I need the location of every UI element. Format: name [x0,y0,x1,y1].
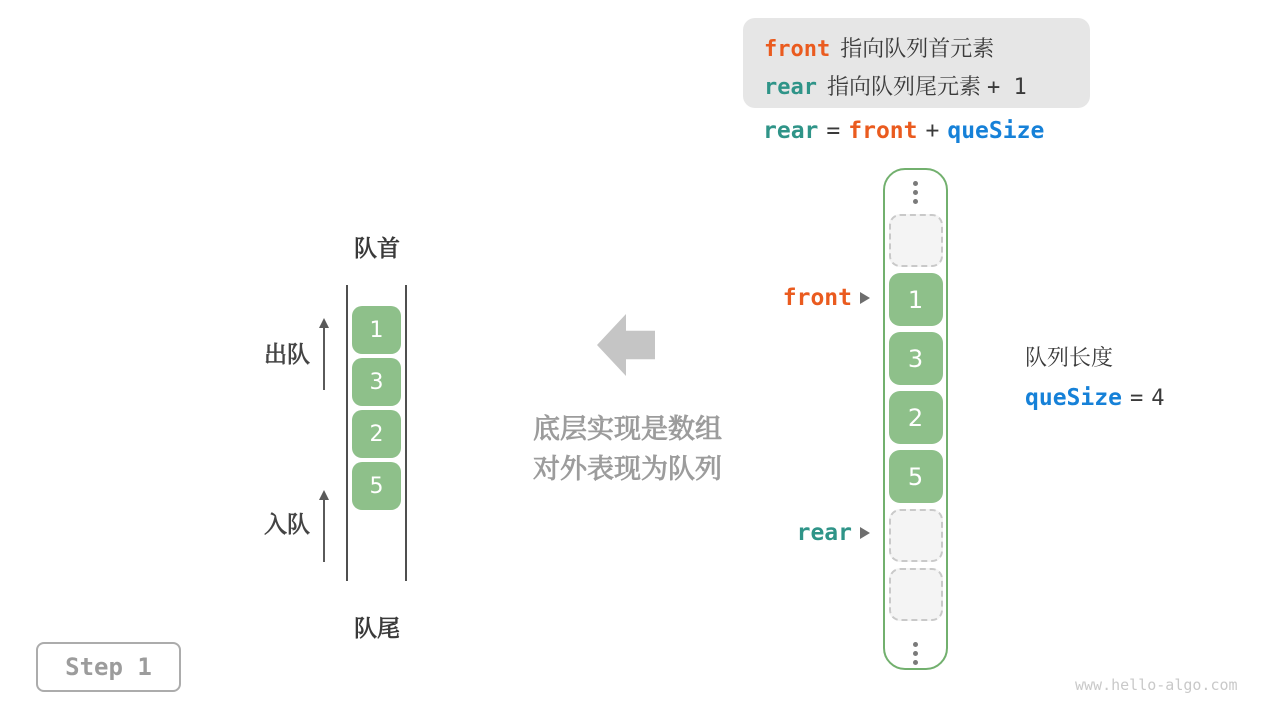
dot [913,660,918,665]
array-cell-filled: 1 [889,273,943,326]
rear-legend-line [764,69,1090,107]
queue-cell: 1 [352,306,401,354]
center-caption [500,410,755,490]
dequeue-arrow-icon [319,318,329,390]
rear-keyword: rear [764,75,817,100]
plus-sign: + [925,118,940,144]
arrowhead [319,318,329,328]
front-pointer-label: front [782,285,852,311]
arrowhead [319,490,329,500]
array-cell-filled: 3 [889,332,943,385]
pointer-legend-box [743,18,1090,108]
front-pointer [742,284,870,312]
dot [913,199,918,204]
caption-line-2: 对外表现为队列 [533,454,722,485]
queue-length-info [1025,341,1164,411]
equals-sign: = [826,118,841,144]
rear-description-suffix: + 1 [987,75,1027,100]
queue-cell: 5 [352,462,401,510]
arrow-shaft [323,500,325,562]
step-indicator [36,642,181,692]
right-arrow-icon [860,527,870,539]
dequeue-label: 出队 [264,342,310,368]
array-cell-empty [889,214,943,267]
quesize-value: 4 [1151,386,1165,411]
step-label: Step 1 [65,653,152,681]
queue-length-value-line [1025,385,1164,411]
queue-left-wall [346,285,348,581]
quesize-var: queSize [1025,385,1122,411]
queue-head-label: 队首 [354,236,400,262]
enqueue-label: 入队 [264,512,310,538]
front-description: 指向队列首元素 [840,37,995,62]
front-keyword: front [764,37,831,62]
array-cell-filled: 2 [889,391,943,444]
left-block-arrow-icon [597,314,655,376]
queue-length-label: 队列长度 [1025,346,1114,371]
dot [913,651,918,656]
arrow-shaft [323,328,325,390]
front-legend-line [764,31,1090,69]
dot [913,190,918,195]
queue-cell: 2 [352,410,401,458]
array-container [883,168,948,670]
right-arrow-icon [860,292,870,304]
caption-line-1: 底层实现是数组 [533,414,722,445]
formula-rear: rear [763,118,819,144]
rear-pointer [742,519,870,547]
queue-right-wall [405,285,407,581]
array-cell-empty [889,568,943,621]
formula-quesize: queSize [947,118,1045,144]
enqueue-arrow-icon [319,490,329,562]
ellipsis-icon [913,170,918,214]
dot [913,181,918,186]
rear-description: 指向队列尾元素 [826,75,981,100]
array-cell-filled: 5 [889,450,943,503]
queue-cell: 3 [352,358,401,406]
rear-pointer-label: rear [796,520,852,546]
equals-sign: = [1129,386,1144,411]
queue-tail-label: 队尾 [354,616,400,642]
dot [913,642,918,647]
watermark: www.hello-algo.com [1075,676,1238,694]
queue-cells [352,306,401,510]
array-cell-empty [889,509,943,562]
ellipsis-icon [913,641,918,665]
formula [763,118,1044,144]
formula-front: front [848,118,918,144]
